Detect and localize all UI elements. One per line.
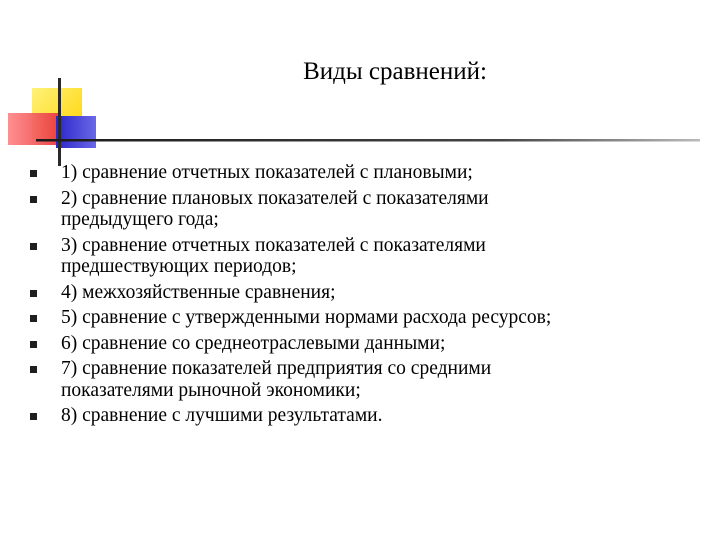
vertical-line <box>58 78 61 166</box>
list-item <box>30 162 700 184</box>
logo-graphic <box>0 0 720 180</box>
square-bullet-icon <box>30 315 37 322</box>
colored-squares-logo <box>0 0 720 180</box>
list-item-text: 7) сравнение показателей предприятия со средними показателями рыночной экономики; <box>61 358 492 401</box>
list-item-text: 8) сравнение с лучшими результатами. <box>61 405 383 426</box>
list-item <box>30 405 700 427</box>
square-bullet-icon <box>30 341 37 348</box>
bullet-list <box>30 162 700 431</box>
list-item <box>30 282 700 304</box>
list-item <box>30 188 700 231</box>
list-item-text: 1) сравнение отчетных показателей с плановыми; <box>61 162 473 183</box>
square-bullet-icon <box>30 366 37 373</box>
blue-rect <box>56 116 96 148</box>
square-bullet-icon <box>30 243 37 250</box>
square-bullet-icon <box>30 170 37 177</box>
slide-title: Виды сравнений: <box>303 58 487 85</box>
square-bullet-icon <box>30 413 37 420</box>
list-item <box>30 333 700 355</box>
list-item-text: 5) сравнение с утвержденными нормами расхода ресурсов; <box>61 307 552 328</box>
square-bullet-icon <box>30 196 37 203</box>
list-item-text: 6) сравнение со среднеотраслевыми данными; <box>61 332 446 354</box>
list-item-text: 4) межхозяйственные сравнения; <box>61 281 336 303</box>
list-item <box>30 235 700 278</box>
list-item <box>30 358 700 401</box>
square-bullet-icon <box>30 290 37 297</box>
list-item-text: 2) сравнение плановых показателей с показателями предыдущего года; <box>61 187 489 230</box>
list-item <box>30 307 700 329</box>
horizontal-line <box>36 139 700 142</box>
list-item-text: 3) сравнение отчетных показателей с показателями предшествующих периодов; <box>61 234 486 277</box>
